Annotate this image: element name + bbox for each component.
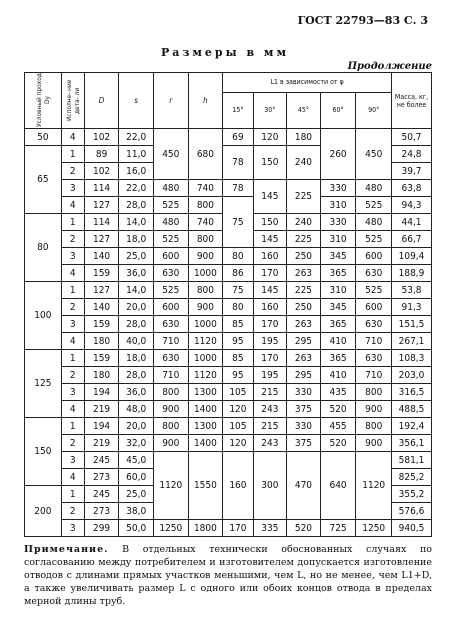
cell: 95 [223,333,253,350]
cell: 630 [356,350,392,367]
cell: 520 [320,401,356,418]
cell: 450 [356,129,392,180]
table-row [25,282,432,299]
cell: 245 [84,452,119,469]
cell: 480 [153,214,188,231]
cell: 215 [253,418,287,435]
cell: 3 [61,384,84,401]
cell: 80 [223,299,253,316]
cell: 11,0 [119,146,154,163]
table-note [24,543,432,608]
cell: 240 [287,214,321,231]
cell: 3 [61,520,84,537]
cell: 1120 [188,333,223,350]
cell: 215 [253,384,287,401]
col-s: s [119,73,154,129]
col-D: D [84,73,119,129]
cell: 1000 [188,350,223,367]
cell: 22,0 [119,180,154,197]
cell: 89 [84,146,119,163]
cell: 740 [188,180,223,197]
cell: 710 [356,333,392,350]
cell: 1 [61,146,84,163]
cell: 335 [253,520,287,537]
cell: 22,0 [119,129,154,146]
col-angle: 30° [253,93,287,129]
cell: 75 [223,197,253,248]
cell: 330 [287,418,321,435]
cell: 18,0 [119,350,154,367]
cell: 480 [356,214,392,231]
cell: 900 [356,401,392,418]
cell: 105 [223,384,253,401]
cell: 14,0 [119,214,154,231]
cell: 525 [153,282,188,299]
cell: 16,0 [119,163,154,180]
cell: 455 [320,418,356,435]
cell: 3 [61,180,84,197]
cell: 267,1 [392,333,432,350]
cell: 800 [188,231,223,248]
table-row [25,248,432,265]
cell: 273 [84,469,119,486]
cell: 488,5 [392,401,432,418]
cell: 25,0 [119,486,154,503]
cell: 410 [320,333,356,350]
cell: 1120 [153,452,188,520]
dy-cell: 125 [25,350,62,418]
cell: 1000 [188,265,223,282]
cell: 355,2 [392,486,432,503]
cell: 480 [356,180,392,197]
cell: 109,4 [392,248,432,265]
page-header: ГОСТ 22793—83 С. 3 [297,14,428,27]
cell: 680 [188,129,223,180]
table-row [25,299,432,316]
table-row [25,180,432,197]
cell: 53,8 [392,282,432,299]
cell: 140 [84,248,119,265]
cell: 576,6 [392,503,432,520]
cell: 159 [84,316,119,333]
cell: 260 [320,129,356,180]
cell: 375 [287,401,321,418]
cell: 36,0 [119,384,154,401]
cell: 170 [253,350,287,367]
cell: 140 [84,299,119,316]
cell: 375 [287,435,321,452]
cell: 108,3 [392,350,432,367]
cell: 800 [188,282,223,299]
cell: 180 [84,367,119,384]
cell: 4 [61,129,84,146]
cell: 48,0 [119,401,154,418]
cell: 39,7 [392,163,432,180]
col-version: Исполне- ние дета- ли [61,73,84,129]
cell: 470 [287,452,321,520]
cell: 243 [253,435,287,452]
cell: 50,7 [392,129,432,146]
cell: 900 [188,248,223,265]
cell: 44,1 [392,214,432,231]
cell: 78 [223,146,253,180]
cell: 4 [61,265,84,282]
col-l-header: L1 в зависимости от φ [223,73,392,93]
cell: 900 [356,435,392,452]
cell: 600 [153,299,188,316]
cell: 365 [320,350,356,367]
cell: 330 [287,384,321,401]
cell: 630 [153,265,188,282]
cell: 4 [61,333,84,350]
cell: 630 [153,316,188,333]
cell: 188,9 [392,265,432,282]
cell: 2 [61,299,84,316]
cell: 310 [320,231,356,248]
cell: 1 [61,486,84,503]
cell: 365 [320,265,356,282]
col-mass: Масса, кг, не более [392,73,432,129]
cell: 150 [253,214,287,231]
cell: 1550 [188,452,223,520]
col-angle: 90° [356,93,392,129]
cell: 3 [61,452,84,469]
cell: 525 [356,197,392,214]
cell: 159 [84,350,119,367]
cell: 219 [84,401,119,418]
col-angle: 15° [223,93,253,129]
cell: 225 [287,282,321,299]
cell: 600 [153,248,188,265]
cell: 85 [223,316,253,333]
cell: 800 [356,418,392,435]
cell: 114 [84,180,119,197]
cell: 160 [223,452,253,520]
cell: 520 [287,520,321,537]
cell: 2 [61,435,84,452]
cell: 145 [253,282,287,299]
cell: 263 [287,350,321,367]
cell: 2 [61,231,84,248]
cell: 60,0 [119,469,154,486]
cell: 800 [188,197,223,214]
cell: 1120 [356,452,392,520]
cell: 145 [253,231,287,248]
cell: 4 [61,469,84,486]
cell: 300 [253,452,287,520]
cell: 263 [287,265,321,282]
cell: 170 [253,316,287,333]
cell: 299 [84,520,119,537]
cell: 1 [61,282,84,299]
cell: 194 [84,384,119,401]
table-row [25,452,432,469]
cell: 365 [320,316,356,333]
col-r: r [153,73,188,129]
cell: 940,5 [392,520,432,537]
dy-cell: 65 [25,146,62,214]
cell: 36,0 [119,265,154,282]
dimensions-table [24,72,432,537]
cell: 600 [356,248,392,265]
cell: 145 [253,180,287,214]
cell: 203,0 [392,367,432,384]
dy-cell: 50 [25,129,62,146]
cell: 630 [153,350,188,367]
cell: 640 [320,452,356,520]
cell: 581,1 [392,452,432,469]
cell: 356,1 [392,435,432,452]
cell: 250 [287,248,321,265]
cell: 25,0 [119,248,154,265]
cell: 160 [253,248,287,265]
cell: 86 [223,265,253,282]
cell: 310 [320,282,356,299]
cell: 18,0 [119,231,154,248]
cell: 330 [320,180,356,197]
cell: 900 [153,401,188,418]
cell: 1250 [356,520,392,537]
dy-cell: 200 [25,486,62,537]
cell: 1250 [153,520,188,537]
cell: 273 [84,503,119,520]
cell: 219 [84,435,119,452]
cell: 525 [153,231,188,248]
cell: 80 [223,248,253,265]
cell: 45,0 [119,452,154,469]
cell: 180 [287,129,321,146]
cell: 94,3 [392,197,432,214]
cell: 95 [223,367,253,384]
table-row [25,367,432,384]
table-row [25,418,432,435]
col-angle: 60° [320,93,356,129]
cell: 243 [253,401,287,418]
cell: 14,0 [119,282,154,299]
cell: 151,5 [392,316,432,333]
table-row [25,316,432,333]
cell: 480 [153,180,188,197]
cell: 295 [287,367,321,384]
cell: 900 [153,435,188,452]
dy-cell: 100 [25,282,62,350]
cell: 520 [320,435,356,452]
cell: 32,0 [119,435,154,452]
cell: 1000 [188,316,223,333]
cell: 69 [223,129,253,146]
cell: 710 [153,367,188,384]
cell: 24,8 [392,146,432,163]
cell: 435 [320,384,356,401]
cell: 225 [287,231,321,248]
cell: 170 [223,520,253,537]
cell: 710 [153,333,188,350]
cell: 1 [61,214,84,231]
cell: 740 [188,214,223,231]
cell: 195 [253,333,287,350]
table-row [25,265,432,282]
table-row [25,129,432,146]
cell: 120 [223,401,253,418]
cell: 800 [153,418,188,435]
cell: 85 [223,350,253,367]
note-title: Примечание. [24,544,109,555]
table-row [25,401,432,418]
cell: 28,0 [119,316,154,333]
cell: 38,0 [119,503,154,520]
cell: 50,0 [119,520,154,537]
cell: 20,0 [119,299,154,316]
cell: 2 [61,163,84,180]
cell: 1400 [188,435,223,452]
cell: 114 [84,214,119,231]
cell: 263 [287,316,321,333]
table-row [25,350,432,367]
cell: 410 [320,367,356,384]
table-row [25,384,432,401]
cell: 28,0 [119,197,154,214]
cell: 450 [153,129,188,180]
dy-cell: 80 [25,214,62,282]
cell: 1300 [188,418,223,435]
cell: 192,4 [392,418,432,435]
cell: 825,2 [392,469,432,486]
cell: 1300 [188,384,223,401]
cell: 600 [356,299,392,316]
cell: 195 [253,367,287,384]
cell: 150 [253,146,287,180]
cell: 28,0 [119,367,154,384]
cell: 3 [61,248,84,265]
cell: 295 [287,333,321,350]
col-dy: Условный проход Dy [25,73,62,129]
col-angle: 45° [287,93,321,129]
cell: 78 [223,180,253,197]
cell: 245 [84,486,119,503]
cell: 225 [287,180,321,214]
note-text: В отдельных технически обоснованных случаях по согласованию между потребителем и изготовителем допускается изготовление отводов с длинами прямых участков меньшими, чем L, но не менее, чем L1+D, а также увеличивать размер L с одного или обоих концов отвода в пределах мерной длины труб. [24,544,432,607]
cell: 2 [61,367,84,384]
table-row [25,435,432,452]
cell: 2 [61,503,84,520]
cell: 3 [61,316,84,333]
cell: 127 [84,282,119,299]
cell: 250 [287,299,321,316]
table-title: Размеры в мм [160,46,290,59]
cell: 160 [253,299,287,316]
cell: 120 [223,435,253,452]
cell: 630 [356,316,392,333]
cell: 1 [61,418,84,435]
cell: 127 [84,231,119,248]
table-row [25,520,432,537]
cell: 4 [61,197,84,214]
cell: 316,5 [392,384,432,401]
cell: 63,8 [392,180,432,197]
cell: 630 [356,265,392,282]
table-row [25,333,432,350]
cell: 900 [188,299,223,316]
dy-cell: 150 [25,418,62,486]
cell: 330 [320,214,356,231]
cell: 725 [320,520,356,537]
cell: 525 [356,282,392,299]
cell: 4 [61,401,84,418]
cell: 194 [84,418,119,435]
cell: 1120 [188,367,223,384]
cell: 800 [356,384,392,401]
cell: 1400 [188,401,223,418]
cell: 525 [356,231,392,248]
cell: 20,0 [119,418,154,435]
table-row [25,197,432,214]
cell: 170 [253,265,287,282]
cell: 66,7 [392,231,432,248]
cell: 159 [84,265,119,282]
cell: 800 [153,384,188,401]
cell: 127 [84,197,119,214]
cell: 1800 [188,520,223,537]
cell: 1 [61,350,84,367]
cell: 40,0 [119,333,154,350]
col-h: h [188,73,223,129]
cell: 75 [223,282,253,299]
cell: 102 [84,163,119,180]
cell: 345 [320,248,356,265]
cell: 240 [287,146,321,180]
cell: 310 [320,197,356,214]
continued-label: Продолжение [347,61,432,72]
cell: 180 [84,333,119,350]
cell: 105 [223,418,253,435]
cell: 120 [253,129,287,146]
cell: 525 [153,197,188,214]
cell: 345 [320,299,356,316]
cell: 102 [84,129,119,146]
cell: 91,3 [392,299,432,316]
cell: 710 [356,367,392,384]
